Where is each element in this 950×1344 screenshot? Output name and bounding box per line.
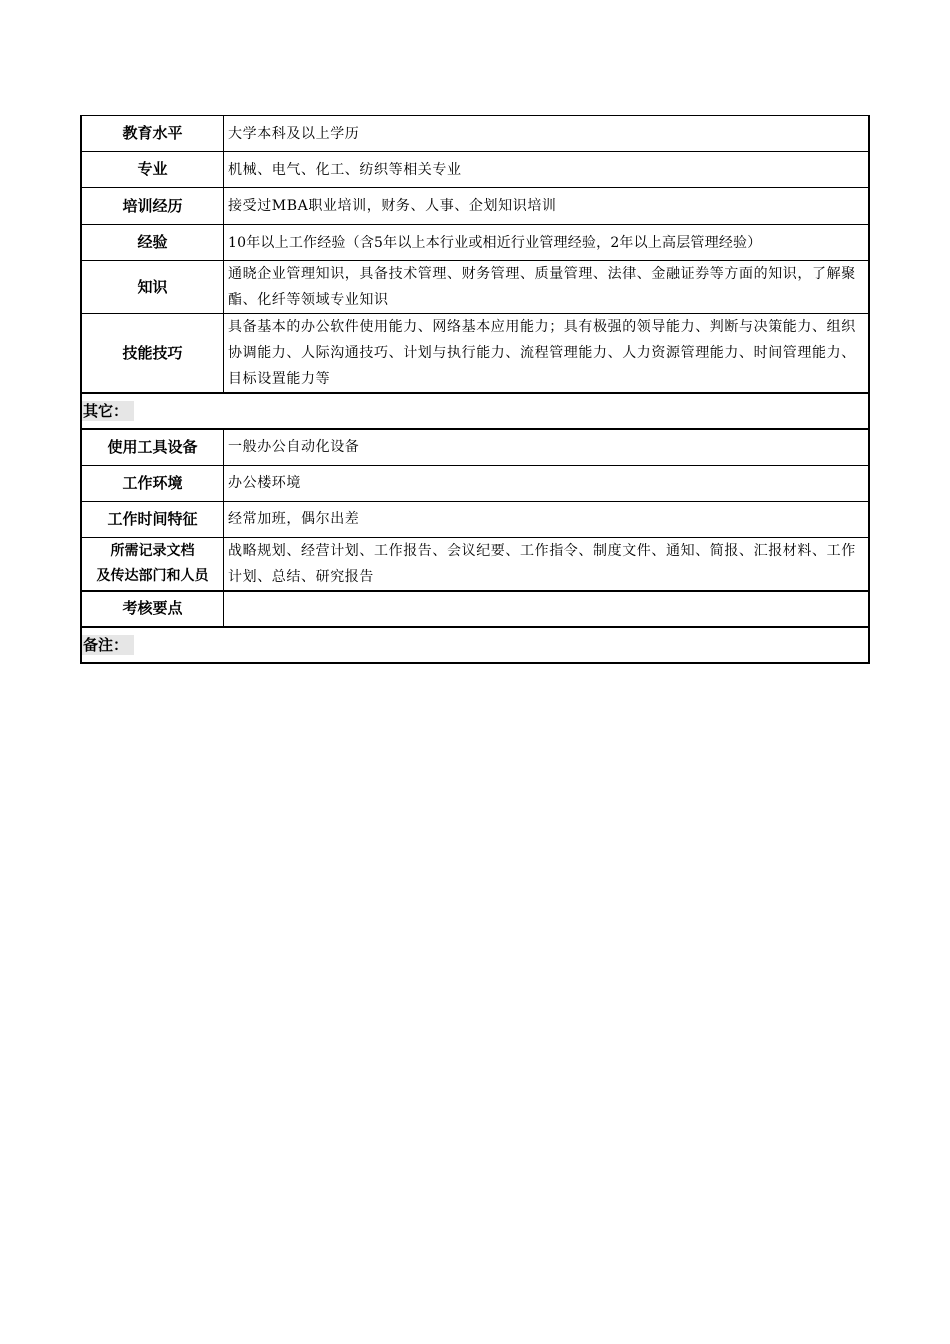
section-row-notes (81, 627, 869, 663)
row-value-environment: 办公楼环境 (224, 465, 870, 501)
row-value-knowledge: 通晓企业管理知识，具备技术管理、财务管理、质量管理、法律、金融证券等方面的知识，了解聚酯、化纤等领域专业知识 (224, 261, 870, 314)
row-value-experience: 10年以上工作经验（含5年以上本行业或相近行业管理经验，2年以上高层管理经验） (224, 225, 870, 261)
row-label-tools: 使用工具设备 (81, 429, 224, 465)
row-label-experience: 经验 (81, 225, 224, 261)
section-heading-notes (81, 627, 869, 663)
table-row (81, 591, 869, 627)
row-value-education: 大学本科及以上学历 (224, 116, 870, 152)
row-label-skills: 技能技巧 (81, 314, 224, 394)
row-value-work-time: 经常加班，偶尔出差 (224, 501, 870, 537)
table-row (81, 465, 869, 501)
row-value-major: 机械、电气、化工、纺织等相关专业 (224, 152, 870, 188)
section-label-other: 其它： (82, 401, 134, 421)
table-row (81, 188, 869, 225)
table-row (81, 225, 869, 261)
section-heading-other (81, 393, 869, 429)
row-value-training: 接受过MBA职业培训，财务、人事、企划知识培训 (224, 188, 870, 225)
row-label-major: 专业 (81, 152, 224, 188)
row-label-education: 教育水平 (81, 116, 224, 152)
table-row (81, 314, 869, 394)
row-label-documents (81, 537, 224, 591)
row-label-training: 培训经历 (81, 188, 224, 225)
section-row-other (81, 393, 869, 429)
row-label-documents-line1: 所需记录文档 (110, 542, 195, 559)
table-row (81, 261, 869, 314)
row-label-documents-line2: 及传达部门和人员 (96, 567, 209, 584)
row-label-knowledge: 知识 (81, 261, 224, 314)
row-label-assessment: 考核要点 (81, 591, 224, 627)
job-requirements-table (80, 115, 870, 664)
row-value-documents: 战略规划、经营计划、工作报告、会议纪要、工作指令、制度文件、通知、简报、汇报材料、工作计划、总结、研究报告 (224, 537, 870, 591)
section-label-notes: 备注： (82, 635, 134, 655)
row-value-skills: 具备基本的办公软件使用能力、网络基本应用能力；具有极强的领导能力、判断与决策能力、组织协调能力、人际沟通技巧、计划与执行能力、流程管理能力、人力资源管理能力、时间管理能力、目标设置能力等 (224, 314, 870, 394)
row-value-assessment (224, 591, 870, 627)
row-label-environment: 工作环境 (81, 465, 224, 501)
row-label-work-time: 工作时间特征 (81, 501, 224, 537)
table-row (81, 501, 869, 537)
table-row (81, 429, 869, 465)
row-value-tools: 一般办公自动化设备 (224, 429, 870, 465)
table-row (81, 116, 869, 152)
table-row (81, 152, 869, 188)
table-row (81, 537, 869, 591)
